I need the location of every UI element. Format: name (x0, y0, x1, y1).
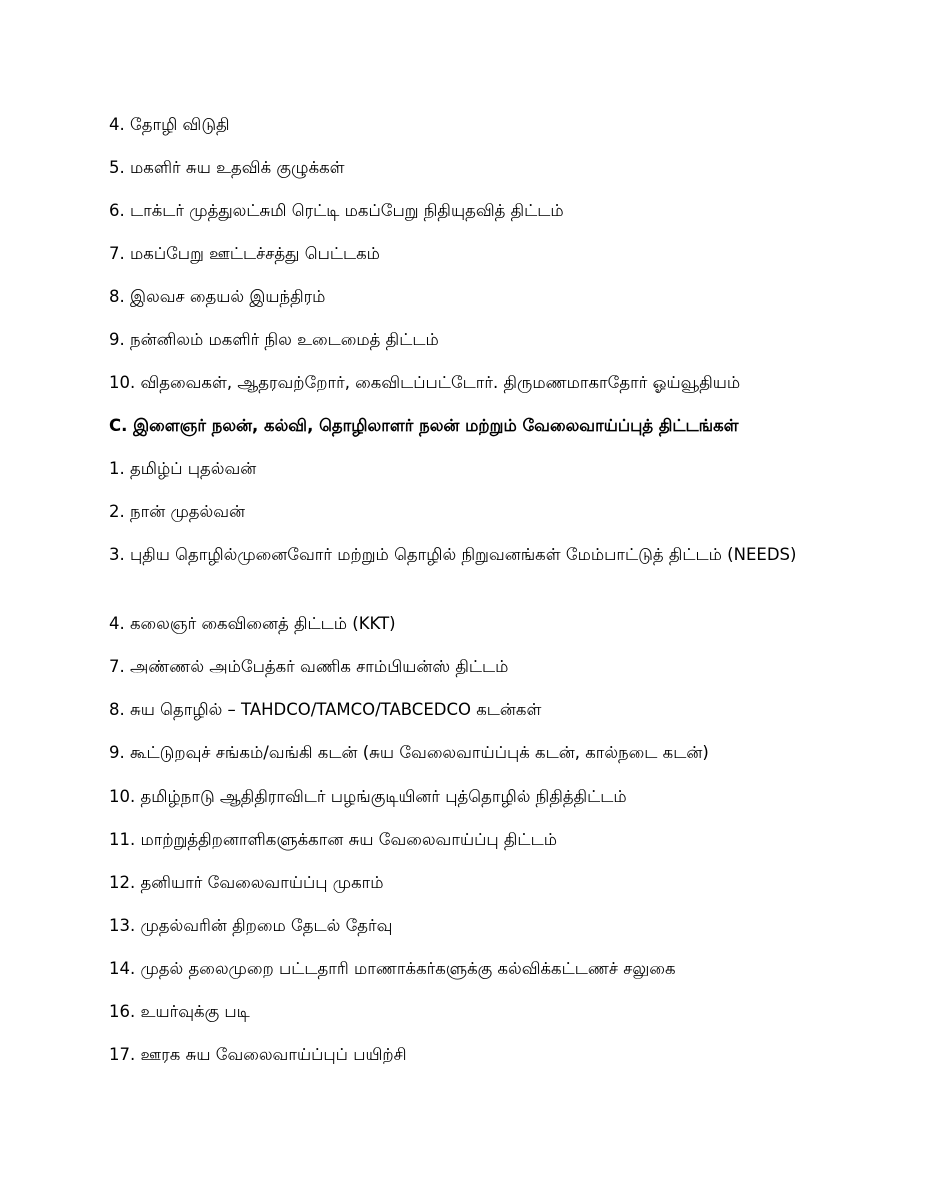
list-item: 4. தோழி விடுதி (109, 115, 230, 134)
list-item: 5. மகளிர் சுய உதவிக் குழுக்கள் (109, 158, 345, 177)
list-item: 16. உயர்வுக்கு படி (109, 1002, 250, 1021)
list-item: 17. ஊரக சுய வேலைவாய்ப்புப் பயிற்சி (109, 1045, 407, 1064)
list-item: 11. மாற்றுத்திறனாளிகளுக்கான சுய வேலைவாய்ப்பு திட்டம் (109, 830, 557, 849)
list-item: 9. நன்னிலம் மகளிர் நில உடைமைத் திட்டம் (109, 330, 439, 349)
list-item: 7. அண்ணல் அம்பேத்கர் வணிக சாம்பியன்ஸ் திட்டம் (109, 657, 509, 676)
list-item: 9. கூட்டுறவுச் சங்கம்/வங்கி கடன் (சுய வேலைவாய்ப்புக் கடன், கால்நடை கடன்) (109, 743, 709, 762)
list-item: 1. தமிழ்ப் புதல்வன் (109, 459, 257, 478)
list-item: 8. இலவச தையல் இயந்திரம் (109, 287, 326, 306)
section-heading: C. இளைஞர் நலன், கல்வி, தொழிலாளர் நலன் மற்றும் வேலைவாய்ப்புத் திட்டங்கள் (109, 416, 739, 435)
list-item: 2. நான் முதல்வன் (109, 502, 245, 521)
list-item: 6. டாக்டர் முத்துலட்சுமி ரெட்டி மகப்பேறு நிதியுதவித் திட்டம் (109, 201, 564, 220)
list-item: 10. விதவைகள், ஆதரவற்றோர், கைவிடப்பட்டோர். திருமணமாகாதோர் ஓய்வூதியம் (109, 373, 741, 392)
list-item: 8. சுய தொழில் – TAHDCO/TAMCO/TABCEDCO கடன்கள் (109, 700, 542, 719)
list-item: 12. தனியார் வேலைவாய்ப்பு முகாம் (109, 873, 384, 892)
list-item: 13. முதல்வரின் திறமை தேடல் தேர்வு (109, 916, 393, 935)
list-item: 3. புதிய தொழில்முனைவோர் மற்றும் தொழில் நிறுவனங்கள் மேம்பாட்டுத் திட்டம் (NEEDS) (109, 545, 797, 564)
list-item: 10. தமிழ்நாடு ஆதிதிராவிடர் பழங்குடியினர் புத்தொழில் நிதித்திட்டம் (109, 787, 627, 806)
list-item: 7. மகப்பேறு ஊட்டச்சத்து பெட்டகம் (109, 244, 380, 263)
list-item: 4. கலைஞர் கைவினைத் திட்டம் (KKT) (109, 614, 396, 633)
list-item: 14. முதல் தலைமுறை பட்டதாரி மாணாக்கர்களுக்கு கல்விக்கட்டணச் சலுகை (109, 959, 676, 978)
